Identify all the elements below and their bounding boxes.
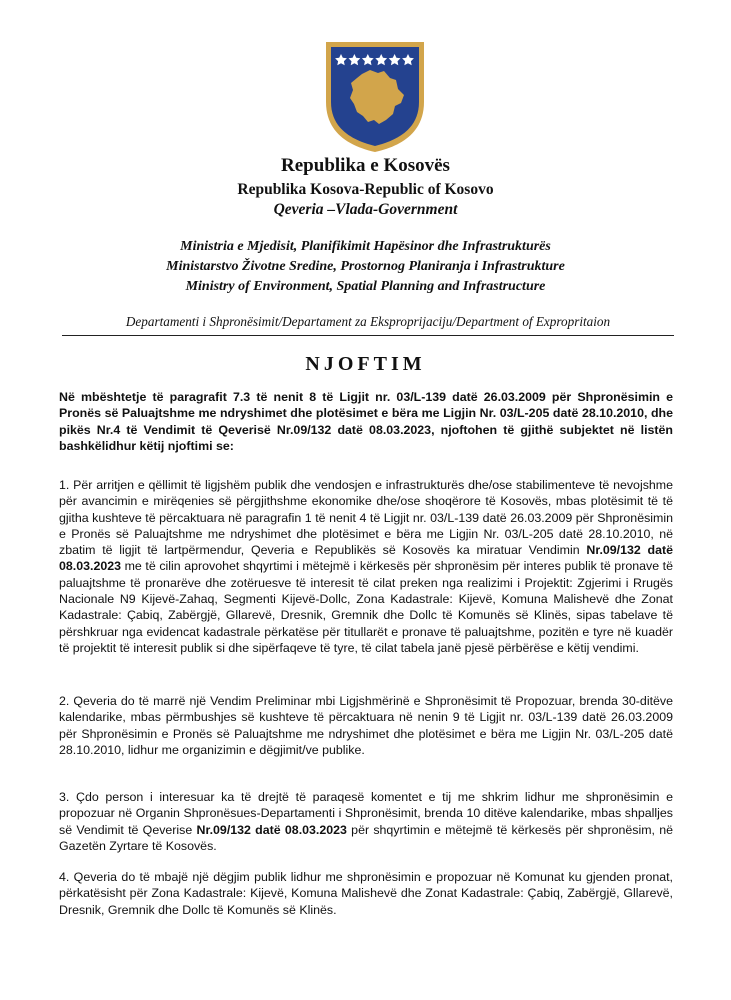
ministry-name-serbian: Ministarstvo Životne Sredine, Prostornog Planiranja i Infrastrukture: [166, 259, 565, 274]
paragraph-1-text-a: 1. Për arritjen e qëllimit të ligjshëm publik dhe vendosjen e infrastrukturës dhe/ose stabilimenteve të nevojshme për avancimin e mirëqenies së përgjithshme ekonomike dhe/ose shoqërore të Kosovës, mbas plotësimit të të gjitha kushteve të përcaktuara në paragrafin 1 të nenit 4 të Ligjit nr. 03/L-139 datë 26.03.2009 për Shpronësimin e Pronës së Paluajtshme me ndryshimet dhe plotësimet e bëra me Ligjin Nr. 03/L-205 datë 28.10.2010, në zbatim të ligjit të lartpërmendur, Qeveria e Republikës së Kosovës ka miratuar Vendimin: [59, 478, 673, 558]
department-line: Departamenti i Shpronësimit/Departament za Eksproprijaciju/Department of Expropritaion: [125, 314, 611, 329]
decision-number: Nr.09/132 datë 08.03.2023: [196, 822, 347, 837]
country-subtitle: Republika Kosova-Republic of Kosovo: [237, 181, 494, 198]
government-line: Qeveria –Vlada-Government: [273, 201, 458, 218]
paragraph-2: 2. Qeveria do të marrë një Vendim Preliminar mbi Ligjshmërinë e Shpronësimit të Propozuar, brenda 30-ditëve kalendarike, mbas përmbushjes së kushteve të përcaktuara në nenin 9 të Ligjit nr. 03/L-139 datë 26.03.2009 për Shpronësimin e Pronës së Paluajtshme me ndryshimet dhe plotësimet e bëra me Ligjin Nr. 03/L-205 datë 28.10.2010, lidhur me organizimin e dëgjimit/ve publike.: [59, 694, 673, 757]
kosovo-coat-of-arms-icon: [324, 40, 426, 154]
ministry-name-albanian: Ministria e Mjedisit, Planifikimit Hapësinor dhe Infrastrukturës: [180, 239, 551, 254]
paragraph-1: [59, 477, 673, 656]
header-divider: [62, 335, 674, 336]
country-title: Republika e Kosovës: [281, 155, 450, 176]
decision-number: Nr.09/132 datë 08.03.2023: [59, 543, 673, 574]
ministry-block: [0, 237, 731, 297]
paragraph-3-text-a: 3. Çdo person i interesuar ka të drejtë të paraqesë komentet e tij me shkrim lidhur me shpronësimin e propozuar në Organin Shpronësues-Departamenti i Shpronësimit, brenda 10 ditëve kalendarike, mbas shpalljes së Vendimit të Qeverise: [59, 790, 673, 837]
paragraph-3: [59, 789, 673, 854]
notice-title: NJOFTIM: [305, 353, 426, 375]
ministry-name-english: Ministry of Environment, Spatial Planning and Infrastructure: [185, 279, 546, 294]
intro-paragraph: Në mbështetje të paragrafit 7.3 të nenit 8 të Ligjit nr. 03/L-139 datë 26.03.2009 për Shpronësimin e Pronës së Paluajtshme me ndryshimet dhe plotësimet e bëra me Ligjin Nr. 03/L-205 datë 28.10.2010, dhe pikës Nr.4 të Vendimit të Qeverisë Nr.09/132 datë 08.03.2023, njoftohen të gjithë subjektet në listën bashkëlidhur këtij njoftimi se:: [59, 390, 673, 453]
paragraph-4: 4. Qeveria do të mbajë një dëgjim publik lidhur me shpronësimin e propozuar në Komunat ku gjenden pronat, përkatësisht për Zona Kadastrale: Kijevë, Komuna Malishevë dhe Zonat Kadastrale: Çabiq, Zabërgjë, Gllarevë, Dresnik, Gremnik dhe Dollc të Komunës së Klinës.: [59, 870, 673, 917]
paragraph-1-text-b: me të cilin aprovohet shqyrtimi i mëtejmë i kërkesës për shpronësim për interes publik të pronave të paluajtshme të pronarëve dhe zotëruesve të interesit të cilat preken nga realizimi i Projektit: Zgjerimi i Rrugës Nacionale N9 Kijevë-Zahaq, Segmenti Kijevë-Dollc, Zona Kadastrale: Kijevë, Komuna Malishevë dhe Zonat Kadastrale: Çabiq, Zabërgjë, Gllarevë, Dresnik, Gremnik dhe Dollc të Komunës së Klinës, sipas tabelave të përshkruar nga evidencat kadastrale përkatëse për titullarët e pronave të paluajtshme, pozitën e tyre në kuadër të projektit të interesit publik si dhe sipërfaqeve të tyre, të cilat tabela janë pjesë përbërëse e këtij vendimi.: [59, 559, 673, 655]
paragraph-3-text-b: për shqyrtimin e mëtejmë të kërkesës për shpronësim, në Gazetën Zyrtare të Kosovës.: [59, 822, 674, 853]
